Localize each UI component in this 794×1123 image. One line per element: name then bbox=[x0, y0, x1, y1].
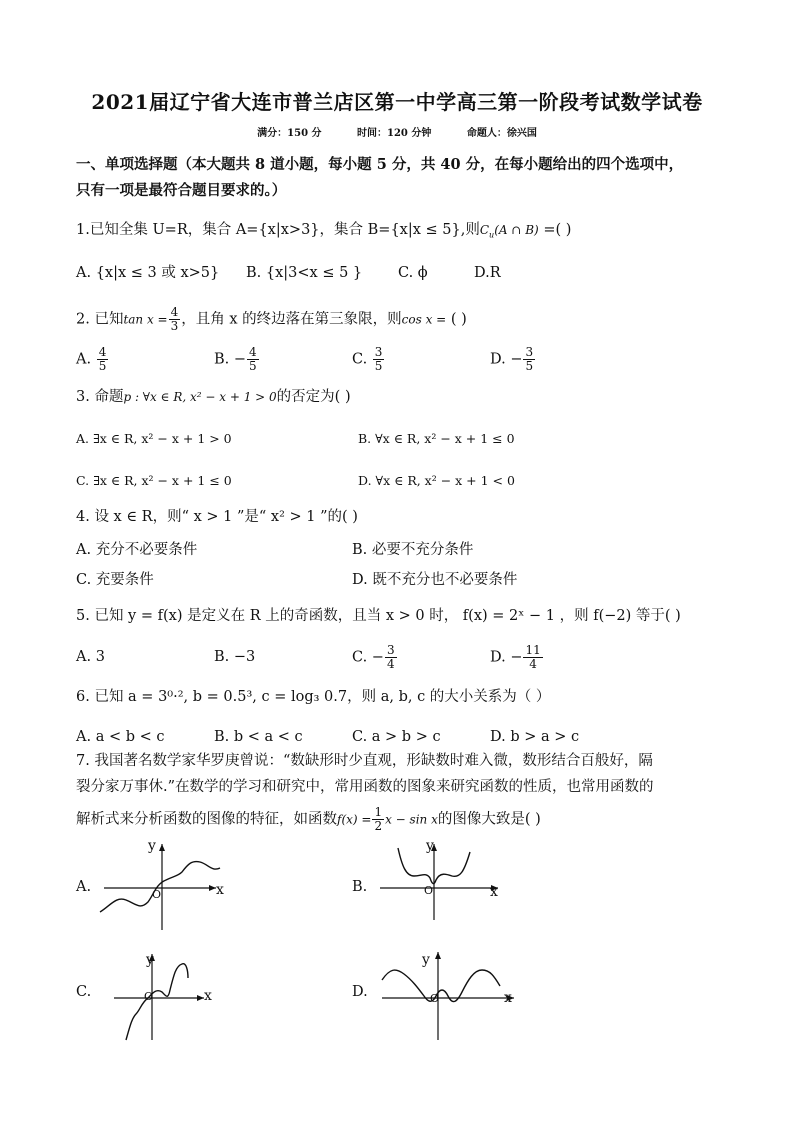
q2-option-a[interactable]: A. $\frac{4}{5}$ bbox=[76, 345, 107, 374]
question-7-line3: 解析式来分析函数的图像的特征，如函数f(x) = $\frac{1}{2}$ x − sin x的图像大致是( ) bbox=[76, 805, 541, 834]
question-6-stem: 6. 已知 a = 3⁰·², b = 0.5³, c = log₃ 0.7，则 a, b, c 的大小关系为（ ） bbox=[76, 689, 551, 705]
q4-option-d[interactable]: D. 既不充分也不必要条件 bbox=[352, 572, 518, 588]
q1-option-b[interactable]: B. {x|3<x ≤ 5 } bbox=[246, 265, 363, 281]
q6-option-c[interactable]: C. a > b > c bbox=[352, 729, 441, 745]
q3-option-b[interactable]: B. ∀x ∈ R, x² − x + 1 ≤ 0 bbox=[358, 431, 515, 446]
q1-option-c[interactable]: C. ϕ bbox=[398, 265, 428, 281]
question-7-line1: 7. 我国著名数学家华罗庚曾说：“数缺形时少直观，形缺数时难入微，数形结合百般好，隔 bbox=[76, 753, 653, 769]
q1-complement: $C_u(A$ ∩ B) bbox=[479, 223, 539, 240]
q2-option-d[interactable]: D. − $\frac{3}{5}$ bbox=[490, 345, 534, 374]
q7-b-x-label: x bbox=[490, 884, 498, 900]
q7-a-origin: O bbox=[152, 888, 162, 901]
q7-graph-d[interactable] bbox=[378, 948, 518, 1043]
q2-option-c[interactable]: C. $\frac{3}{5}$ bbox=[352, 345, 383, 374]
q5-option-a[interactable]: A. 3 bbox=[76, 649, 105, 665]
question-5-stem: 5. 已知 y = f(x) 是定义在 R 上的奇函数，且当 x > 0 时， f(x) = 2ˣ − 1 ，则 f(−2) 等于( ) bbox=[76, 608, 681, 624]
q7-a-y-label: y bbox=[148, 838, 156, 854]
q7-b-origin: O bbox=[424, 884, 434, 897]
q5-option-d[interactable]: D. − $\frac{11}{4}$ bbox=[490, 643, 541, 672]
q7-c-x-label: x bbox=[204, 988, 212, 1004]
meta-time: 时间：120 分钟 bbox=[357, 128, 432, 139]
q7-d-x-label: x bbox=[504, 990, 512, 1006]
q1-paren: =( ) bbox=[538, 222, 572, 238]
q6-option-d[interactable]: D. b > a > c bbox=[490, 729, 580, 745]
meta-score: 满分：150 分 bbox=[257, 128, 322, 139]
q7-graph-a[interactable] bbox=[96, 838, 236, 933]
q1-option-d[interactable]: D.R bbox=[474, 265, 501, 281]
section-heading-line2: 只有一项是最符合题目要求的。） bbox=[76, 182, 287, 199]
q2-fraction: $\frac{4}{3}$ bbox=[170, 305, 179, 334]
q7-c-y-label: y bbox=[146, 952, 154, 968]
q7-option-b[interactable]: B. bbox=[352, 879, 368, 895]
exam-meta bbox=[0, 124, 794, 139]
q1-option-a[interactable]: A. {x|x ≤ 3 或 x>5} bbox=[76, 265, 220, 281]
section-heading-line1: 一、单项选择题（本大题共 8 道小题，每小题 5 分，共 40 分，在每小题给出的四个选项中， bbox=[76, 156, 684, 173]
q4-option-c[interactable]: C. 充要条件 bbox=[76, 572, 154, 588]
q1-text: 1.已知全集 U=R，集合 A={x|x>3}，集合 B={x|x ≤ 5},则 bbox=[76, 222, 480, 238]
question-2-stem: 2. 已知tan x = $\frac{4}{3}$ ，且角 x 的终边落在第三象限，则cos x = ( ) bbox=[76, 305, 467, 334]
q3-option-d[interactable]: D. ∀x ∈ R, x² − x + 1 < 0 bbox=[358, 473, 515, 488]
q5-option-c[interactable]: C. − $\frac{3}{4}$ bbox=[352, 643, 395, 672]
q4-option-a[interactable]: A. 充分不必要条件 bbox=[76, 542, 198, 558]
question-3-stem: 3. 命题p : ∀x ∈ R, x² − x + 1 > 0的否定为( ) bbox=[76, 389, 351, 405]
exam-title: 2021届辽宁省大连市普兰店区第一中学高三第一阶段考试数学试卷 bbox=[91, 90, 703, 114]
q3-option-a[interactable]: A. ∃x ∈ R, x² − x + 1 > 0 bbox=[76, 431, 232, 446]
question-7-line2: 裂分家万事休.”在数学的学习和研究中，常用函数的图象来研究函数的性质，也常用函数的 bbox=[76, 779, 654, 795]
q7-option-a[interactable]: A. bbox=[76, 879, 92, 895]
question-1-stem bbox=[76, 223, 571, 239]
q7-d-y-label: y bbox=[422, 952, 430, 968]
q4-option-b[interactable]: B. 必要不充分条件 bbox=[352, 542, 474, 558]
q7-b-y-label: y bbox=[426, 838, 434, 854]
q2-option-b[interactable]: B. − $\frac{4}{5}$ bbox=[214, 345, 257, 374]
q7-option-c[interactable]: C. bbox=[76, 984, 92, 1000]
question-4-stem: 4. 设 x ∈ R，则“ x > 1 ”是“ x² > 1 ”的( ) bbox=[76, 509, 358, 525]
meta-author: 命题人：徐兴国 bbox=[466, 128, 537, 139]
q7-c-origin: O bbox=[144, 990, 154, 1003]
q6-option-a[interactable]: A. a < b < c bbox=[76, 729, 165, 745]
q5-option-b[interactable]: B. −3 bbox=[214, 649, 256, 665]
q6-option-b[interactable]: B. b < a < c bbox=[214, 729, 303, 745]
q7-d-origin: O bbox=[430, 992, 440, 1005]
q7-a-x-label: x bbox=[216, 882, 224, 898]
q7-option-d[interactable]: D. bbox=[352, 984, 368, 1000]
q3-option-c[interactable]: C. ∃x ∈ R, x² − x + 1 ≤ 0 bbox=[76, 473, 232, 488]
